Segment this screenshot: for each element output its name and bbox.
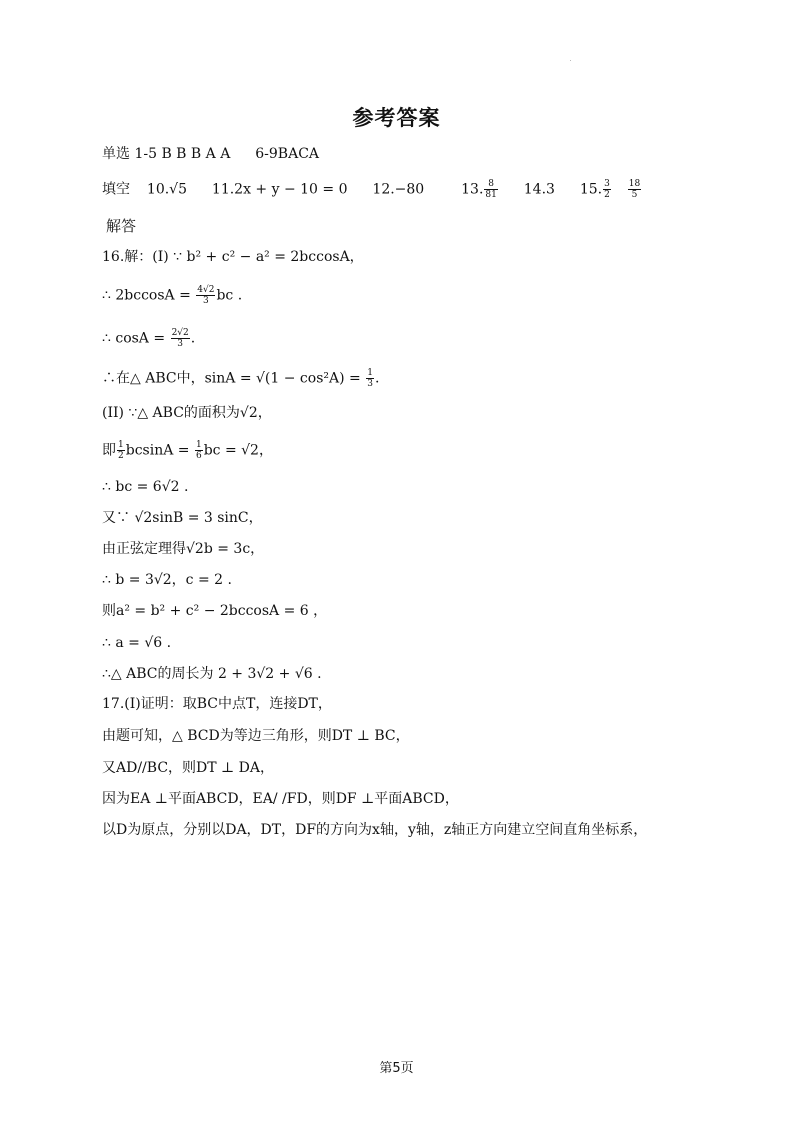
answer-11: 11.2x + y − 10 = 0: [211, 181, 348, 198]
solution-line-1: 16.解：(I) ∵ b² + c² − a² = 2bccosA，: [102, 249, 364, 265]
answer-13-fraction: $\frac{8}{81}$: [485, 179, 497, 200]
solution-line-18: 以D为原点，分别以DA，DT，DF的方向为x轴，y轴，z轴正方向建立空间直角坐标系，: [102, 822, 648, 838]
answer-10: 10.√5: [146, 181, 187, 198]
speck: [570, 60, 571, 61]
answer-15-fraction-2: $\frac{18}{5}$: [628, 179, 641, 200]
single-choice-row: [102, 144, 319, 164]
page-title: 参考答案: [352, 106, 441, 130]
fill-blank-row: [102, 179, 642, 200]
solution-line-11: 则a² = b² + c² − 2bccosA = 6 ，: [102, 603, 328, 619]
single-choice-part1: 1-5 B B B A A: [134, 146, 231, 162]
answer-15-prefix: 15.: [579, 181, 603, 198]
solution-line-7: ∴ bc = 6√2 .: [102, 479, 189, 495]
answer-13-prefix: 13.: [461, 181, 484, 198]
fill-blank-label: 填空: [102, 181, 130, 198]
answer-15-fraction-1: $\frac{3}{2}$: [604, 179, 610, 200]
single-choice-label: 单选: [102, 146, 130, 162]
solution-line-13: ∴△ ABC的周长为 2 + 3√2 + √6 .: [102, 666, 322, 682]
solution-line-15: 由题可知，△ BCD为等边三角形，则DT ⊥ BC，: [102, 728, 410, 744]
solution-heading: 解答: [106, 217, 137, 235]
solution-line-6: 即 $\frac{1}{2}$ bcsinA = $\frac{1}{6}$ bc = √2，: [102, 440, 273, 461]
solution-line-8: 又∵ √2sinB = 3 sinC，: [102, 510, 263, 526]
solution-line-5: (II) ∵△ ABC的面积为√2，: [102, 405, 272, 421]
solution-line-16: 又AD//BC，则DT ⊥ DA，: [102, 760, 274, 776]
answer-12: 12.−80: [372, 181, 425, 198]
solution-line-9: 由正弦定理得√2b = 3c，: [102, 541, 265, 557]
solution-line-4: ∴在△ ABC中，sinA = √(1 − cos²A) = $\frac{1}{3}$ .: [102, 368, 380, 389]
solution-line-12: ∴ a = √6 .: [102, 635, 172, 651]
solution-line-2: ∴ 2bccosA = $\frac{4√2}{3}$ bc .: [102, 285, 243, 306]
solution-line-17: 因为EA ⊥平面ABCD，EA/ /FD，则DF ⊥平面ABCD，: [102, 791, 459, 807]
solution-line-3: ∴ cosA = $\frac{2√2}{3}$ .: [102, 328, 196, 349]
page-number: 第5页: [379, 1061, 414, 1076]
answer-14: 14.3: [523, 181, 555, 198]
single-choice-part2: 6-9BACA: [255, 146, 320, 162]
solution-line-14: 17.(I)证明：取BC中点T，连接DT，: [102, 696, 332, 712]
solution-line-10: ∴ b = 3√2，c = 2 .: [102, 572, 232, 588]
